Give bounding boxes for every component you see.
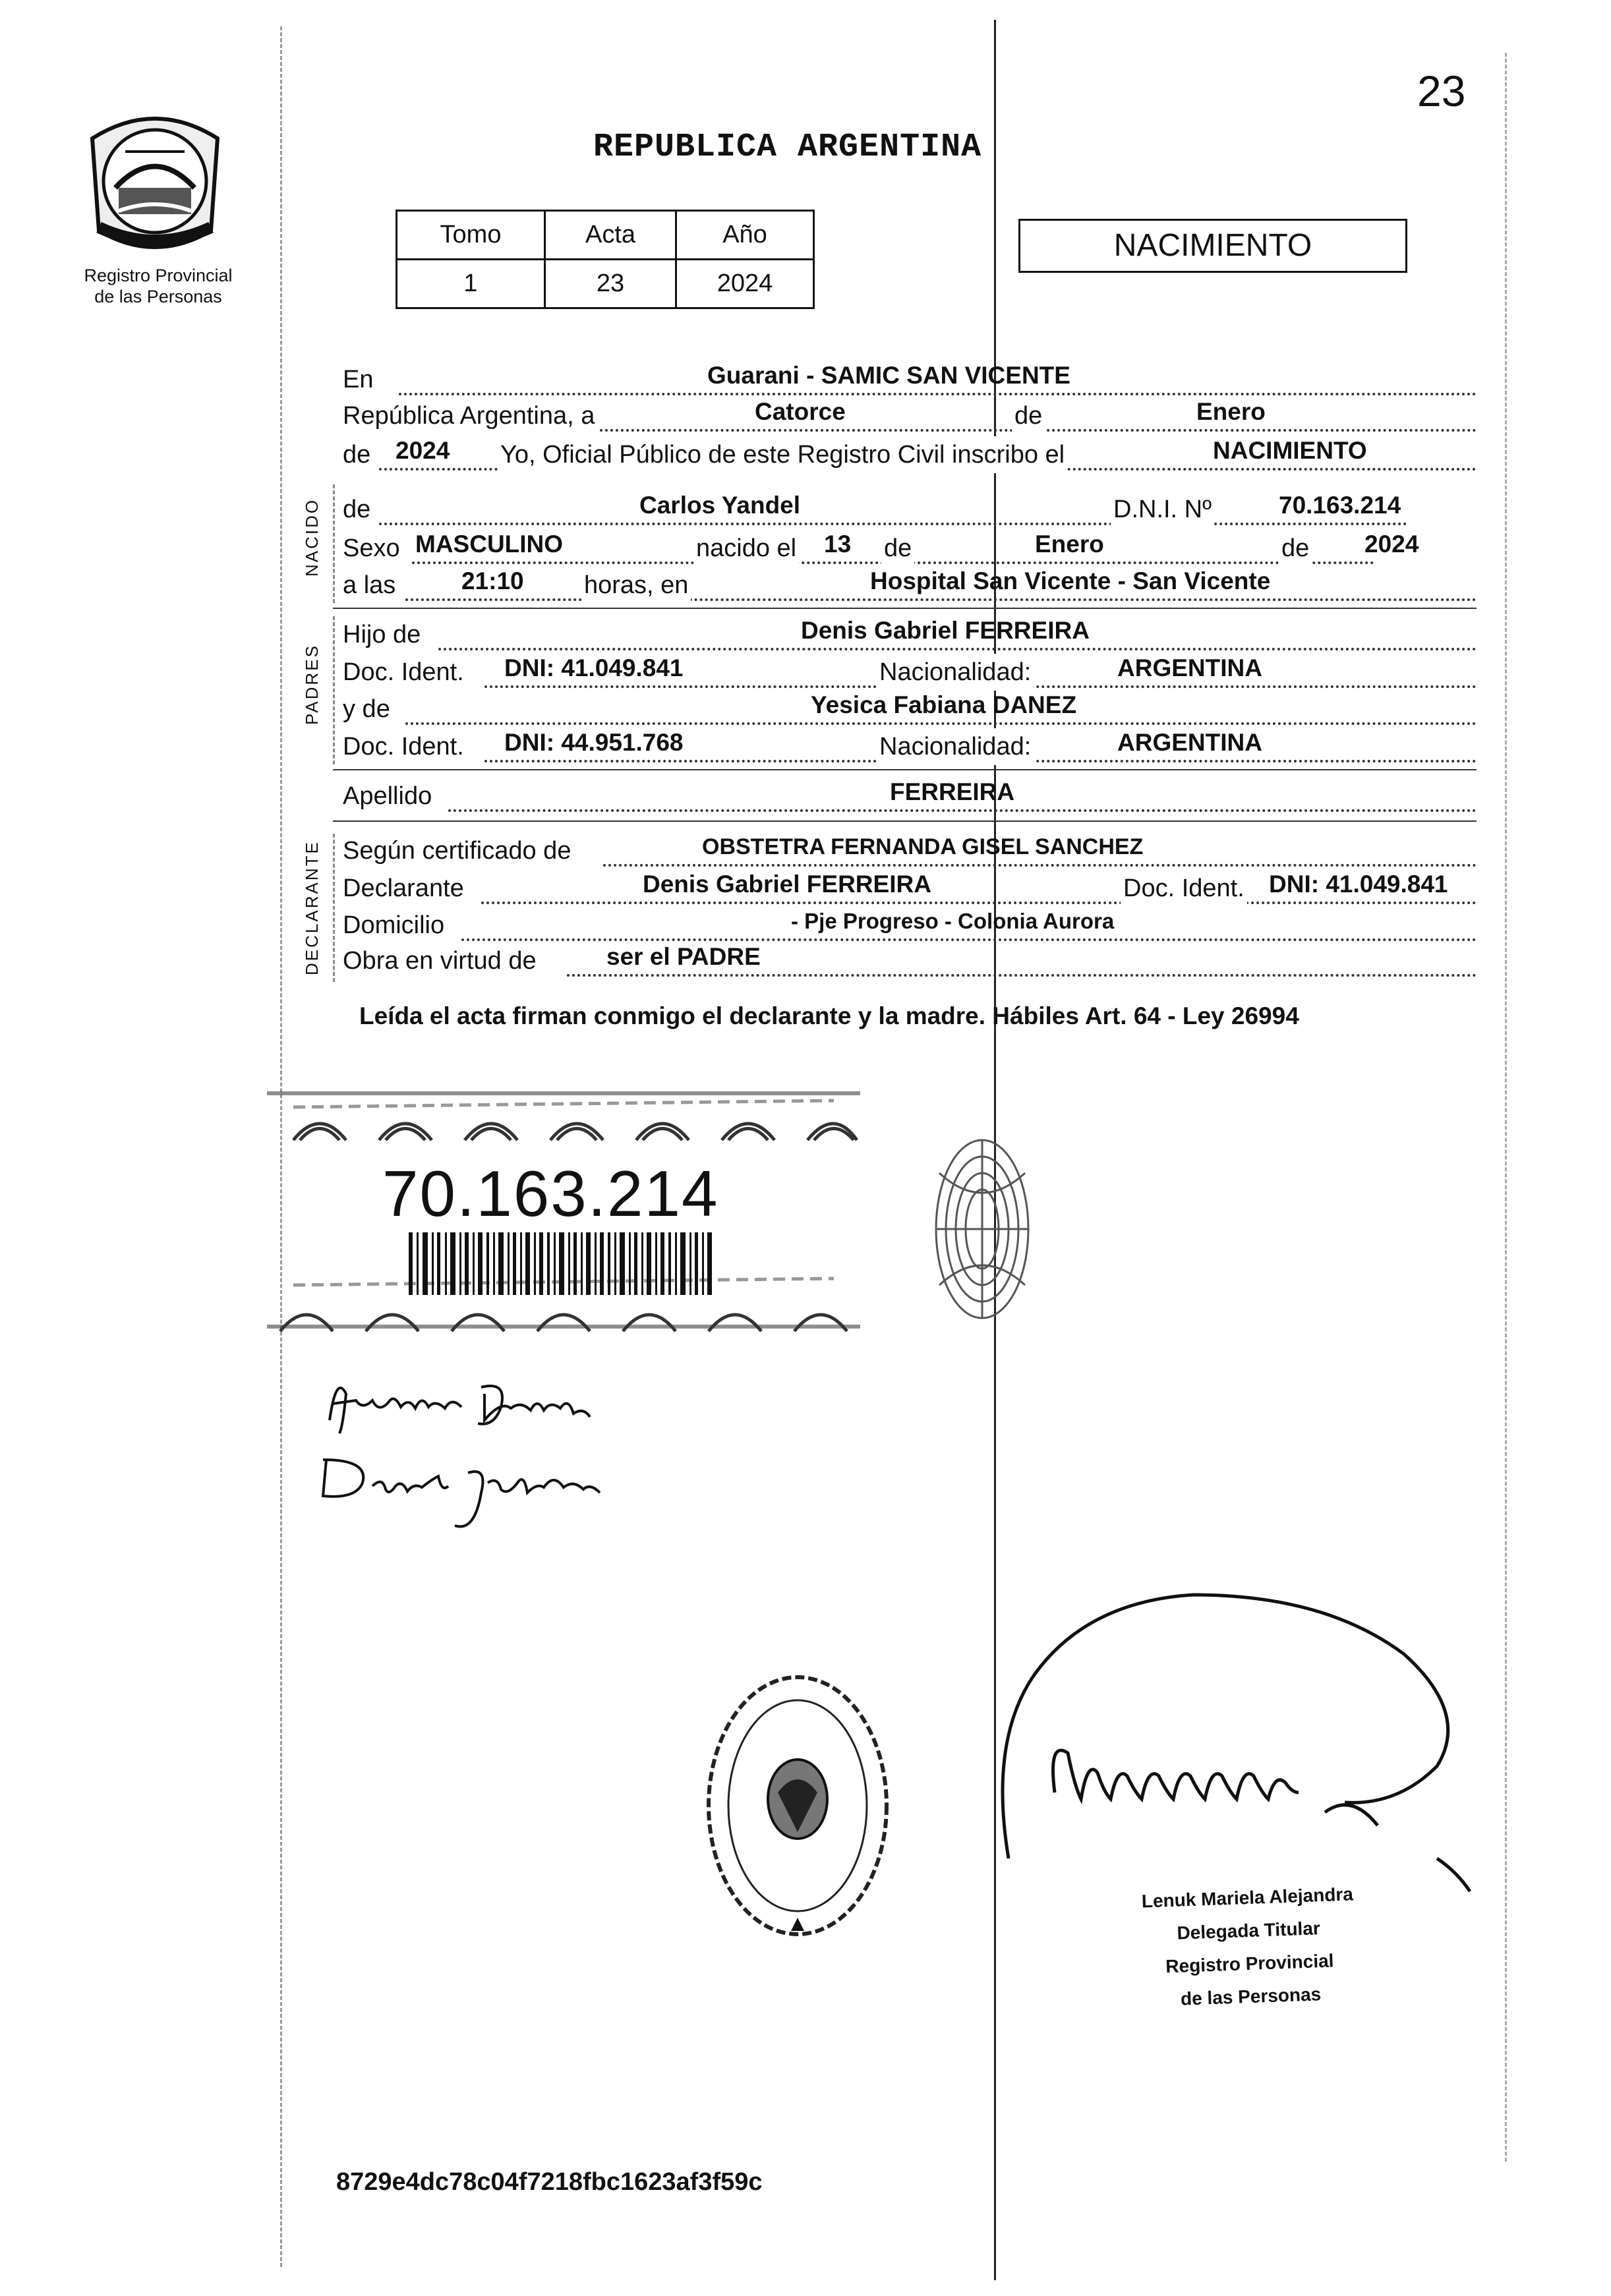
declarante-doc: DNI: 41.049.841 <box>1269 871 1448 898</box>
line-father-doc: Doc. Ident. DNI: 41.049.841 Nacionalidad: ARGENTINA <box>343 654 1477 691</box>
line-officer: de 2024 Yo, Oficial Público de este Registro Civil inscribo el NACIMIENTO <box>343 436 1477 473</box>
mother-nationality: ARGENTINA <box>1117 729 1262 756</box>
line-declarante: Declarante Denis Gabriel FERREIRA Doc. Ident. DNI: 41.049.841 <box>343 870 1477 907</box>
official-signature <box>982 1575 1483 1898</box>
day-word: Catorce <box>755 398 846 425</box>
child-dni: 70.163.214 <box>1279 492 1401 519</box>
line-domicilio: Domicilio - Pje Progreso - Colonia Aurora <box>343 907 1477 944</box>
registry-table <box>395 210 815 309</box>
official-stamp-text: Lenuk Mariela Alejandra Delegada Titular Registro Provincial de las Personas <box>1141 1883 1354 2009</box>
document-title: REPUBLICA ARGENTINA <box>593 129 982 166</box>
handwritten-signature-father <box>323 1367 613 1440</box>
line-mother: y de Yesica Fabiana DANEZ <box>343 691 1477 728</box>
line-sexo: Sexo MASCULINO nacido el 13 de Enero de 2024 <box>343 530 1477 567</box>
closing-statement: Leída el acta firman conmigo el declarante y la madre. Hábiles Art. 64 - Ley 26994 <box>359 1002 1299 1029</box>
barcode-number: 70.163.214 <box>382 1157 719 1230</box>
month-word: Enero <box>1196 398 1266 425</box>
line-apellido: Apellido FERREIRA <box>343 778 1477 815</box>
line-father: Hijo de Denis Gabriel FERREIRA <box>343 616 1477 653</box>
declarante-name: Denis Gabriel FERREIRA <box>643 871 931 898</box>
birth-month: Enero <box>1035 531 1104 558</box>
tomo-value: 1 <box>397 260 545 308</box>
year-value: 2024 <box>395 437 450 464</box>
acta-header: Acta <box>545 211 676 260</box>
seal-caption: Registro Provincial de las Personas <box>84 266 233 306</box>
line-obra: Obra en virtud de ser el PADRE <box>343 942 1477 979</box>
father-doc: DNI: 41.049.841 <box>504 654 684 681</box>
line-mother-doc: Doc. Ident. DNI: 44.951.768 Nacionalidad: ARGENTINA <box>343 728 1477 765</box>
side-label-nacido: NACIDO <box>302 498 322 577</box>
anio-value: 2024 <box>676 260 814 308</box>
page-number: 23 <box>1417 67 1466 115</box>
handwritten-signature-mother <box>310 1447 613 1539</box>
side-label-declarante: DECLARANTE <box>302 840 322 975</box>
line-en: En Guarani - SAMIC SAN VICENTE <box>343 361 1477 398</box>
right-margin-line <box>1505 53 1507 2162</box>
record-type-box: NACIMIENTO <box>1018 219 1407 273</box>
apellido-value: FERREIRA <box>890 778 1015 805</box>
line-child-name: de Carlos Yandel D.N.I. Nº 70.163.214 <box>343 491 1477 528</box>
line-republica: República Argentina, a Catorce de Enero <box>343 397 1477 434</box>
domicilio-value: - Pje Progreso - Colonia Aurora <box>791 909 1115 933</box>
provincial-seal-logo <box>79 105 231 257</box>
event-value: NACIMIENTO <box>1213 437 1367 464</box>
sexo-value: MASCULINO <box>415 531 564 558</box>
obra-value: ser el PADRE <box>606 943 761 970</box>
place-value: Guarani - SAMIC SAN VICENTE <box>707 362 1070 389</box>
hologram-seal <box>929 1134 1035 1325</box>
birth-place: Hospital San Vicente - San Vicente <box>870 567 1271 594</box>
line-hora: a las 21:10 horas, en Hospital San Vicente - San Vicente <box>343 567 1477 604</box>
anio-header: Año <box>676 211 814 260</box>
line-certificado: Según certificado de OBSTETRA FERNANDA GISEL SANCHEZ <box>343 832 1477 869</box>
mother-name: Yesica Fabiana DANEZ <box>811 691 1077 718</box>
birth-day: 13 <box>824 531 852 558</box>
mother-doc: DNI: 44.951.768 <box>504 729 684 756</box>
tomo-header: Tomo <box>397 211 545 260</box>
side-label-padres: PADRES <box>302 644 322 725</box>
birth-year: 2024 <box>1364 531 1419 558</box>
child-name: Carlos Yandel <box>639 492 801 519</box>
father-nationality: ARGENTINA <box>1117 654 1262 681</box>
document-hash: 8729e4dc78c04f7218fbc1623af3f59c <box>336 2168 763 2196</box>
round-official-stamp <box>699 1667 896 1944</box>
cert-value: OBSTETRA FERNANDA GISEL SANCHEZ <box>702 834 1144 859</box>
father-name: Denis Gabriel FERREIRA <box>801 617 1090 644</box>
acta-value: 23 <box>545 260 676 308</box>
birth-time: 21:10 <box>461 567 524 594</box>
